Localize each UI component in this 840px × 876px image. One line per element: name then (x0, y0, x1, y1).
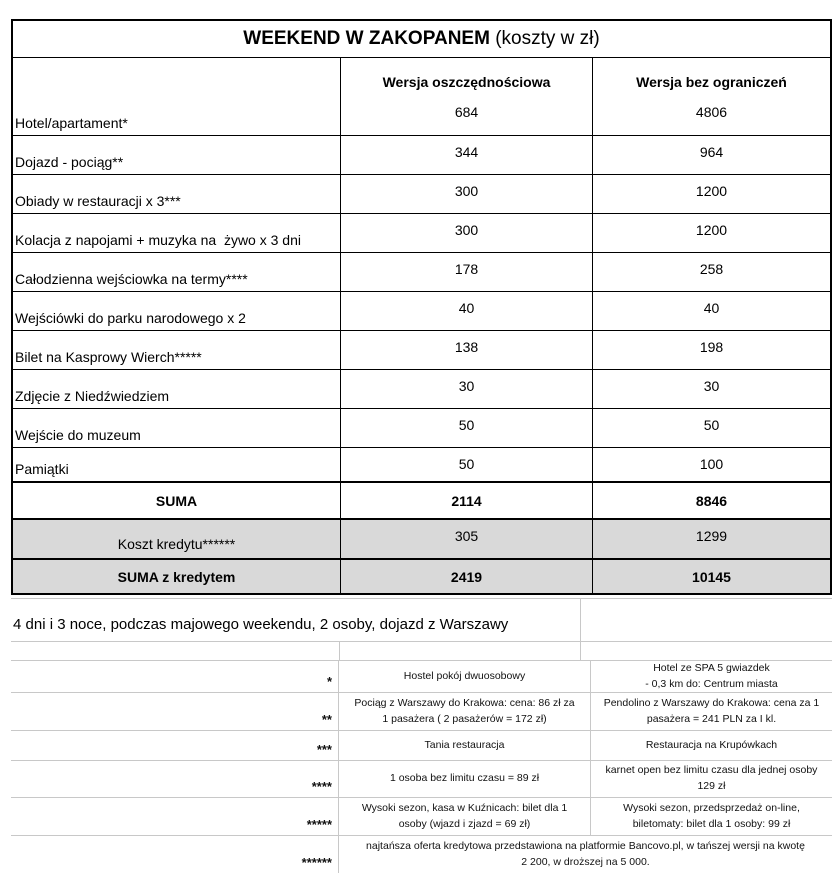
footnote-unlimited: Restauracja na Krupówkach (645, 738, 778, 751)
footnote-budget: Tania restauracja (339, 731, 591, 760)
header-budget: Wersja oszczędnościowa (341, 58, 593, 96)
row-budget-value: 138 (341, 331, 593, 369)
credit-unlimited: 1299 (695, 528, 728, 544)
row-unlimited-value: 50 (703, 417, 720, 433)
table-row (13, 213, 830, 252)
table-row (13, 330, 830, 369)
footnote-budget: Pociąg z Warszawy do Krakowa: cena: 86 zł za 1 pasażera ( 2 pasażerów = 172 zł) (339, 693, 591, 730)
sum-credit-unlimited: 10145 (692, 568, 731, 585)
footnote-mark: ** (11, 693, 339, 730)
row-label: Obiady w restauracji x 3*** (13, 175, 341, 213)
table-row (13, 369, 830, 408)
footnote-unlimited: karnet open bez limitu czasu dla jednej osoby 129 zł (605, 764, 818, 792)
table-row (13, 96, 830, 135)
row-unlimited-value: 30 (703, 378, 720, 394)
title-bold: WEEKEND W ZAKOPANEM (243, 28, 490, 49)
gridline (580, 598, 581, 660)
row-unlimited-value: 4806 (695, 104, 728, 120)
header-unlimited: Wersja bez ograniczeń (636, 74, 787, 90)
footnote-unlimited: Hotel ze SPA 5 gwiazdek - 0,3 km do: Centrum miasta (645, 661, 778, 690)
gridline (11, 598, 832, 599)
footnotes-table (11, 660, 832, 873)
row-label: Hotel/apartament* (13, 96, 341, 135)
sum-credit-budget: 2419 (341, 560, 593, 593)
footnote-budget: 1 osoba bez limitu czasu = 89 zł (339, 761, 591, 797)
row-unlimited-value: 40 (703, 300, 720, 316)
footnote-text: najtańsza oferta kredytowa przedstawiona na platformie Bancovo.pl, w tańszej wersji na kwotę 2 200, w droższej na 5 000. (366, 839, 805, 868)
sum-budget: 2114 (341, 483, 593, 518)
row-label: Dojazd - pociąg** (13, 136, 341, 174)
table-row (13, 408, 830, 447)
row-budget-value: 50 (341, 409, 593, 447)
footnote-budget: Wysoki sezon, kasa w Kuźnicach: bilet dla 1 osoby (wjazd i zjazd = 69 zł) (339, 798, 591, 835)
row-label: Bilet na Kasprowy Wierch***** (13, 331, 341, 369)
gridline (11, 641, 832, 642)
row-unlimited-value: 964 (699, 144, 724, 160)
footnote-mark: * (11, 661, 339, 692)
sum-credit-label: SUMA z kredytem (13, 560, 341, 593)
row-label: Zdjęcie z Niedźwiedziem (13, 370, 341, 408)
header-row (13, 57, 830, 96)
row-budget-value: 40 (341, 292, 593, 330)
title-rest: (koszty w zł) (489, 28, 600, 49)
footnote-row (11, 797, 832, 835)
row-budget-value: 300 (341, 175, 593, 213)
row-label: Pamiątki (13, 448, 341, 481)
sum-row (13, 481, 830, 518)
credit-budget: 305 (341, 520, 593, 558)
footnote-mark: ****** (11, 836, 339, 873)
footnote-unlimited: Wysoki sezon, przedsprzedaż on-line, biletomaty: bilet dla 1 osoby: 99 zł (623, 801, 800, 830)
credit-row (13, 518, 830, 558)
footnote-budget: Hostel pokój dwuosobowy (339, 661, 591, 692)
row-budget-value: 684 (341, 96, 593, 135)
row-unlimited-value: 1200 (695, 222, 728, 238)
sum-credit-row (13, 558, 830, 593)
footnote-row (11, 730, 832, 760)
footnote-mark: ***** (11, 798, 339, 835)
footnote-row (11, 692, 832, 730)
table-row (13, 135, 830, 174)
row-budget-value: 300 (341, 214, 593, 252)
row-label: Całodzienna wejściowka na termy**** (13, 253, 341, 291)
cost-table (11, 19, 832, 595)
sum-unlimited: 8846 (695, 492, 728, 509)
credit-label: Koszt kredytu****** (13, 520, 341, 558)
row-budget-value: 344 (341, 136, 593, 174)
table-row (13, 252, 830, 291)
row-label: Wejściówki do parku narodowego x 2 (13, 292, 341, 330)
footnote-mark: *** (11, 731, 339, 760)
row-unlimited-value: 258 (699, 261, 724, 277)
table-row (13, 174, 830, 213)
caption: 4 dni i 3 noce, podczas majowego weekendu, 2 osoby, dojazd z Warszawy (13, 616, 509, 633)
row-label: Wejście do muzeum (13, 409, 341, 447)
header-empty (13, 58, 341, 96)
table-row (13, 291, 830, 330)
row-unlimited-value: 1200 (695, 183, 728, 199)
row-unlimited-value: 198 (699, 339, 724, 355)
footnote-mark: **** (11, 761, 339, 797)
sum-label: SUMA (13, 483, 341, 518)
row-budget-value: 50 (341, 448, 593, 481)
footnote-row (11, 760, 832, 797)
row-budget-value: 30 (341, 370, 593, 408)
table-row (13, 447, 830, 481)
footnote-row (11, 660, 832, 692)
footnote-unlimited: Pendolino z Warszawy do Krakowa: cena za 1 pasażera = 241 PLN za I kl. (603, 696, 820, 725)
row-budget-value: 178 (341, 253, 593, 291)
row-unlimited-value: 100 (699, 456, 724, 472)
footnote-row (11, 835, 832, 873)
row-label: Kolacja z napojami + muzyka na żywo x 3 dni (13, 214, 341, 252)
table-title (13, 21, 830, 57)
gridline (339, 641, 340, 660)
